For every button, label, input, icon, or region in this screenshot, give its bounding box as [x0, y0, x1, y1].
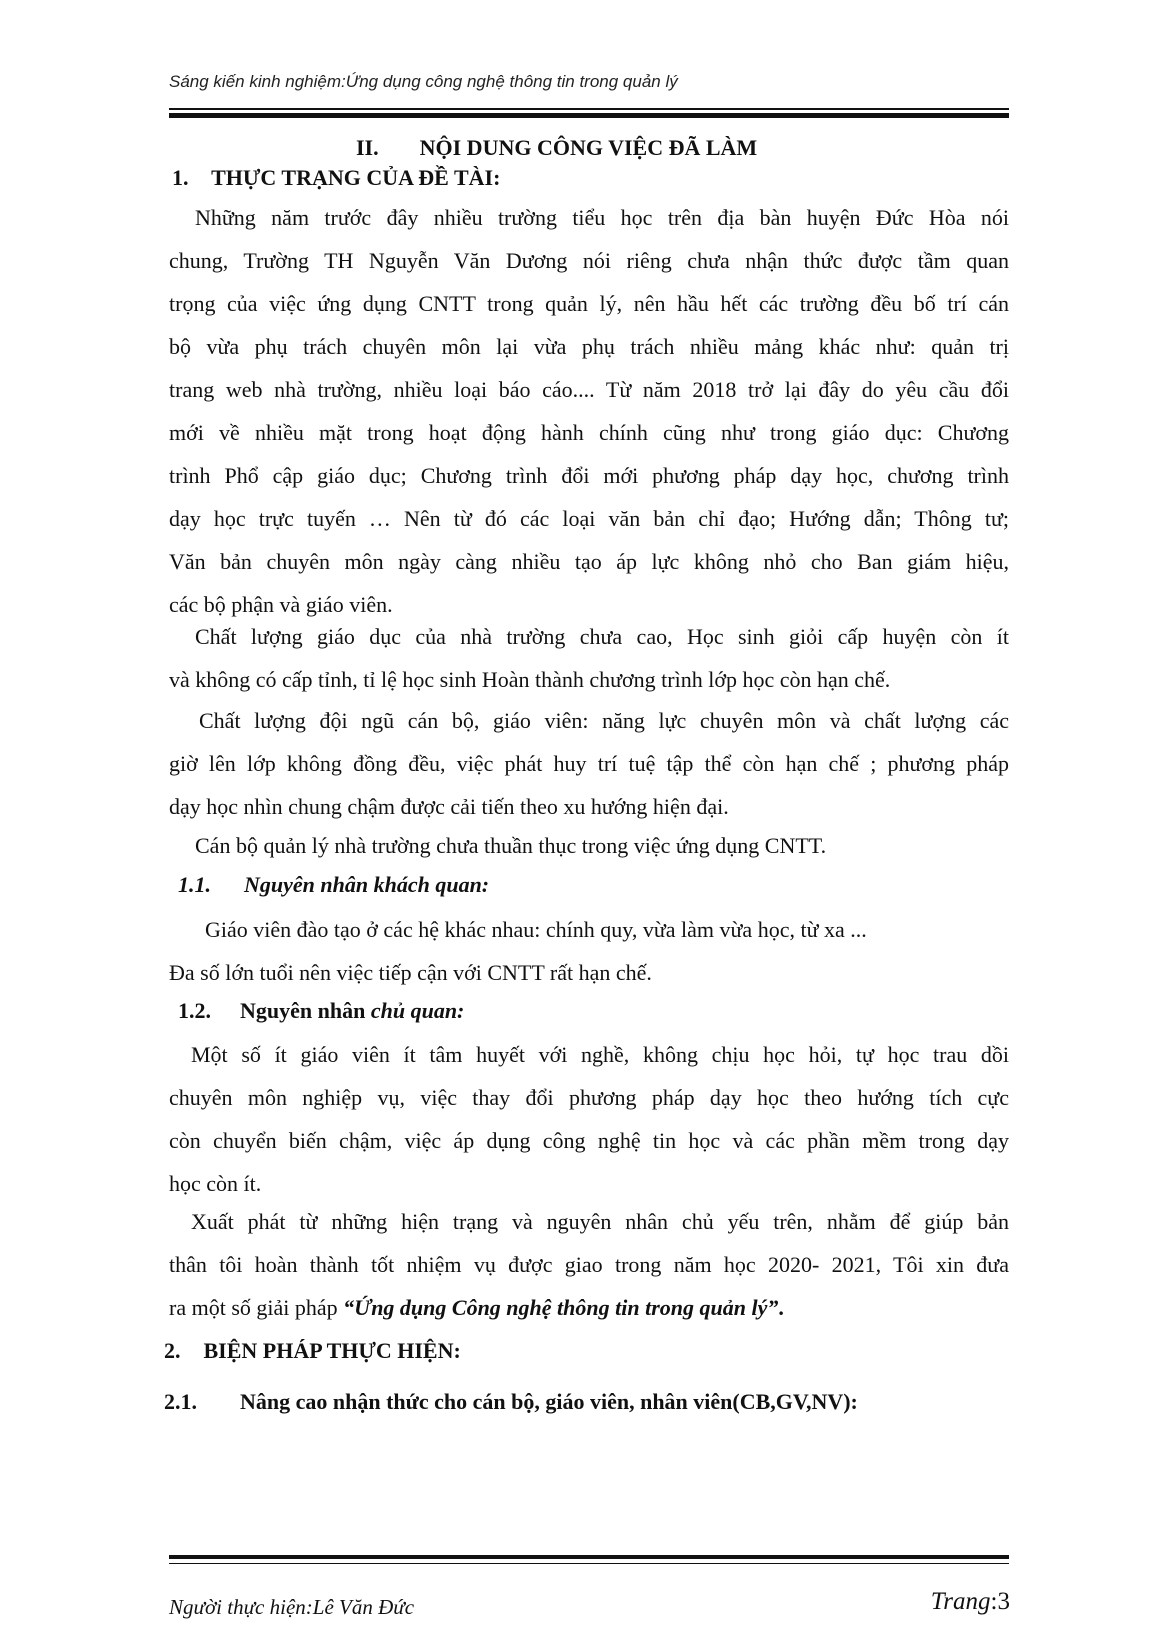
section-title [356, 135, 757, 161]
paragraph-1-line: các bộ phận và giáo viên. [169, 592, 393, 617]
page-prefix: Trang [930, 1588, 991, 1615]
paragraph-7-line: Xuất phát từ những hiện trạng và nguyên nhân chủ yếu trên, nhằm để giúp bản [191, 1209, 1009, 1234]
page-separator: : [990, 1588, 998, 1615]
heading-2-1-text: Nâng cao nhận thức cho cán bộ, giáo viên, nhân viên(CB,GV,NV): [240, 1389, 858, 1414]
paragraph-1 [169, 196, 1009, 626]
header-rule-thick [169, 113, 1009, 118]
page-number-value: 3 [997, 1588, 1010, 1615]
paragraph-6-line: còn chuyển biến chậm, việc áp dụng công nghệ tin học và các phần mềm trong dạy [169, 1128, 1009, 1153]
heading-1-2 [178, 998, 464, 1024]
paragraph-6 [169, 1033, 1009, 1205]
footer-author: Người thực hiện:Lê Văn Đức [169, 1595, 415, 1619]
heading-2 [164, 1338, 461, 1364]
section-number: II. [356, 135, 379, 160]
section-title-text: NỘI DUNG CÔNG VIỆC ĐÃ LÀM [419, 135, 758, 160]
heading-1-2-text: Nguyên nhân [240, 998, 371, 1023]
paragraph-4-line: Cán bộ quản lý nhà trường chưa thuần thục trong việc ứng dụng CNTT. [195, 833, 827, 858]
paragraph-7-line: thân tôi hoàn thành tốt nhiệm vụ được giao trong năm học 2020- 2021, Tôi xin đưa [169, 1252, 1009, 1277]
paragraph-2-line: Chất lượng giáo dục của nhà trường chưa cao, Học sinh giỏi cấp huyện còn ít [195, 624, 1009, 649]
heading-1-number: 1. [172, 165, 189, 190]
paragraph-1-line: bộ vừa phụ trách chuyên môn lại vừa phụ trách nhiều mảng khác như: quản trị [169, 334, 1009, 359]
paragraph-5-line: Giáo viên đào tạo ở các hệ khác nhau: chính quy, vừa làm vừa học, từ xa ... [205, 917, 867, 942]
paragraph-6-line: chuyên môn nghiệp vụ, việc thay đổi phương pháp dạy học theo hướng tích cực [169, 1085, 1009, 1110]
header-rule-thin [169, 108, 1009, 110]
paragraph-5-line: Đa số lớn tuổi nên việc tiếp cận với CNTT rất hạn chế. [169, 960, 652, 985]
paragraph-3-line: giờ lên lớp không đồng đều, việc phát huy trí tuệ tập thể còn hạn chế ; phương pháp [169, 751, 1009, 776]
heading-1-1 [178, 872, 489, 898]
paragraph-3 [169, 699, 1009, 828]
heading-2-1-number: 2.1. [164, 1389, 197, 1414]
paragraph-1-line: chung, Trường TH Nguyễn Văn Dương nói riêng chưa nhận thức được tầm quan [169, 248, 1009, 273]
heading-2-number: 2. [164, 1338, 181, 1363]
document-header: Sáng kiến kinh nghiệm:Ứng dụng công nghệ thông tin trong quản lý [169, 72, 678, 91]
paragraph-1-line: mới về nhiều mặt trong hoạt động hành chính cũng như trong giáo dục: Chương [169, 420, 1009, 445]
paragraph-7-prefix: ra một số giải pháp [169, 1295, 344, 1320]
paragraph-2-line: và không có cấp tỉnh, tỉ lệ học sinh Hoàn thành chương trình lớp học còn hạn chế. [169, 667, 891, 692]
paragraph-7-suffix: . [778, 1295, 784, 1320]
paragraph-6-line: học còn ít. [169, 1171, 262, 1196]
paragraph-6-line: Một số ít giáo viên ít tâm huyết với nghề, không chịu học hỏi, tự học trau dồi [191, 1042, 1009, 1067]
paragraph-5 [169, 908, 1009, 994]
paragraph-1-line: Văn bản chuyên môn ngày càng nhiều tạo áp lực không nhỏ cho Ban giám hiệu, [169, 549, 1009, 574]
paragraph-7 [169, 1200, 1009, 1329]
paragraph-4 [169, 824, 1009, 867]
heading-2-1 [164, 1389, 858, 1415]
heading-1-2-number: 1.2. [178, 998, 211, 1023]
paragraph-1-line: Những năm trước đây nhiều trường tiểu học trên địa bàn huyện Đức Hòa nói [195, 205, 1009, 230]
footer-rule-thick [169, 1555, 1009, 1559]
heading-1-text: THỰC TRẠNG CỦA ĐỀ TÀI: [211, 165, 501, 190]
paragraph-2 [169, 615, 1009, 701]
heading-2-text: BIỆN PHÁP THỰC HIỆN: [203, 1338, 461, 1363]
paragraph-3-line: Chất lượng đội ngũ cán bộ, giáo viên: năng lực chuyên môn và chất lượng các [199, 708, 1009, 733]
paragraph-1-line: trình Phổ cập giáo dục; Chương trình đổi mới phương pháp dạy học, chương trình [169, 463, 1009, 488]
heading-1-1-text: Nguyên nhân khách quan: [244, 872, 490, 897]
paragraph-7-line [169, 1286, 1009, 1329]
heading-1-2-text-italic: chủ quan: [370, 998, 465, 1023]
heading-1 [172, 165, 500, 191]
paragraph-1-line: dạy học trực tuyến … Nên từ đó các loại văn bản chỉ đạo; Hướng dẫn; Thông tư; [169, 506, 1009, 531]
heading-1-1-number: 1.1. [178, 872, 211, 897]
page-number [931, 1588, 1010, 1616]
paragraph-1-line: trang web nhà trường, nhiều loại báo cáo.... Từ năm 2018 trở lại đây do yêu cầu đổi [169, 377, 1009, 402]
paragraph-3-line: dạy học nhìn chung chậm được cải tiến theo xu hướng hiện đại. [169, 794, 729, 819]
footer-rule-thin [169, 1563, 1009, 1564]
paragraph-1-line: trọng của việc ứng dụng CNTT trong quản lý, nên hầu hết các trường đều bố trí cán [169, 291, 1009, 316]
solution-title: “Ứng dụng Công nghệ thông tin trong quản lý” [343, 1295, 779, 1320]
